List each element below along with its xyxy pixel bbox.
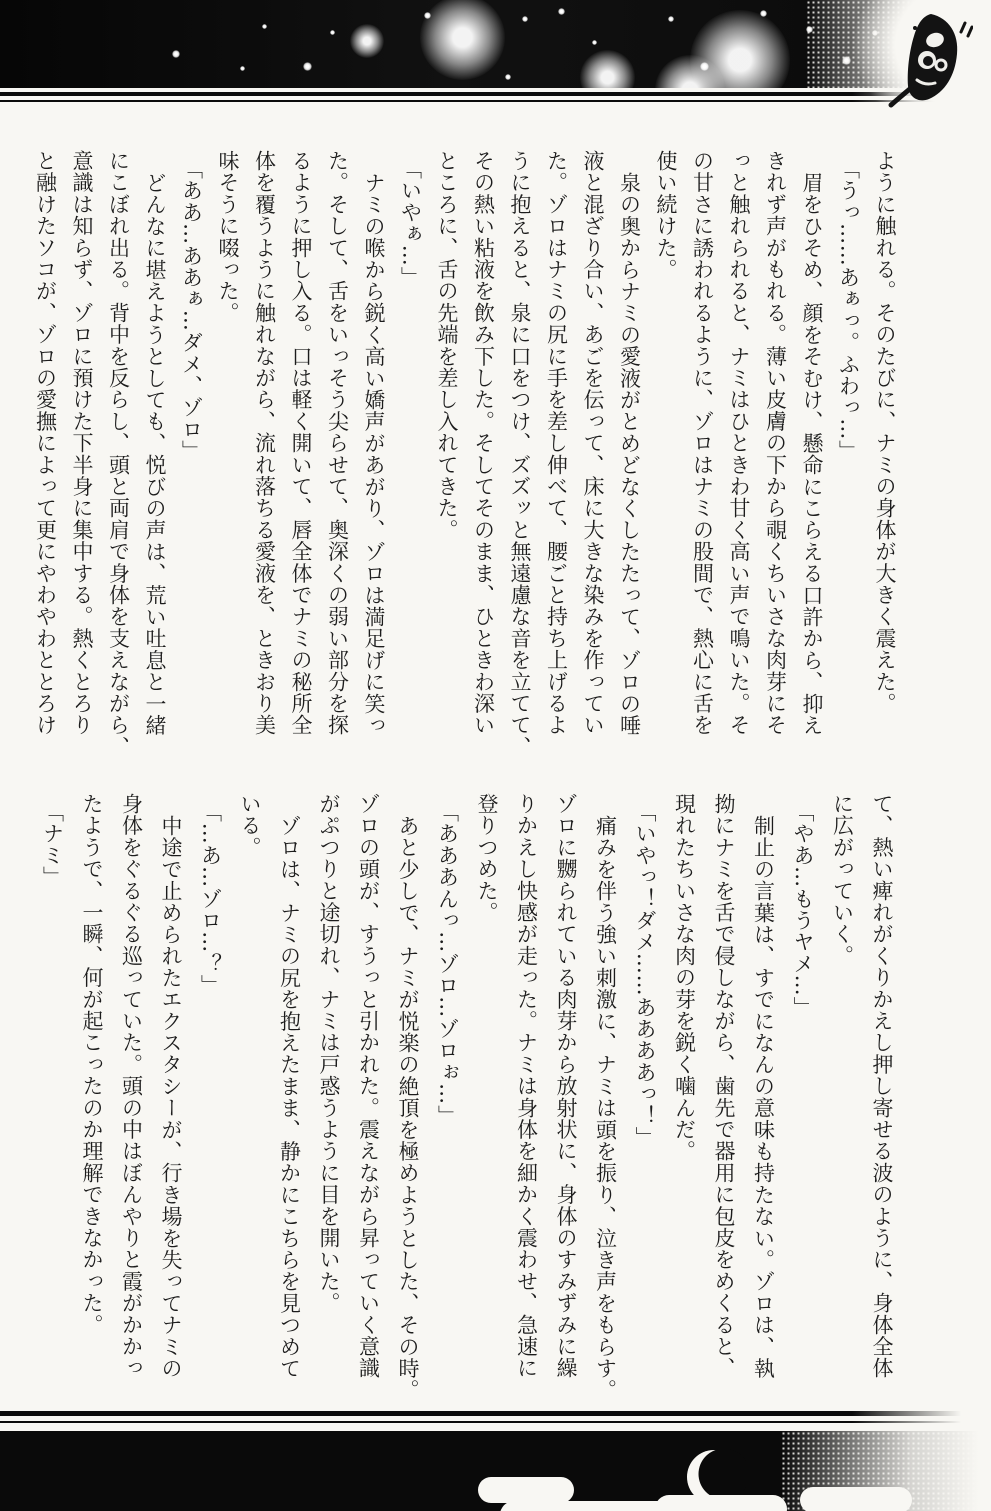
upper-text-block xyxy=(27,150,903,758)
footer-night-band xyxy=(0,1431,991,1511)
sparkle-icon xyxy=(558,8,565,15)
text-column: 制止の言葉は、すでになんの意味も持たない。ゾロは、執 xyxy=(751,814,776,1379)
halftone-fade xyxy=(781,1431,991,1511)
cloud-icon xyxy=(500,1501,675,1511)
text-column: いる。 xyxy=(238,793,262,859)
text-column: 「うっ……あぁっ。ふわっ…」 xyxy=(836,158,861,462)
text-column: がぷつりと途切れ、ナミは戸惑うように目を開いた。 xyxy=(317,793,341,1314)
sparkle-icon xyxy=(522,16,528,22)
text-column: 使い続けた。 xyxy=(654,150,678,281)
text-column: りかえし快感が走った。ナミは身体を細かく震わせ、急速に xyxy=(514,793,539,1379)
text-column: ように触れる。そのたびに、ナミの身体が大きく震えた。 xyxy=(873,150,897,715)
text-column: 体を覆うように触れながら、流れ落ちる愛液を、ときおり美 xyxy=(252,150,277,736)
text-column: るように押し入る。口は軽く開いて、唇全体でナミの秘所全 xyxy=(289,150,313,736)
text-column: 身体をぐるぐる巡っていた。頭の中はぼんやりと霞がかかっ xyxy=(119,793,144,1379)
text-column: 「やあ…もうヤメ…」 xyxy=(791,801,815,1018)
sparkle-icon xyxy=(424,12,431,19)
text-column: た。そして、舌をいっそう尖らせて、奥深くの弱い部分を探 xyxy=(325,150,350,736)
text-column: 液と混ざり合い、あごを伝って、床に大きな染みを作ってい xyxy=(581,150,605,736)
text-column: た。ゾロはナミの尻に手を差し伸べて、腰ごと持ち上げるよ xyxy=(544,150,569,736)
text-column: ゾロは、ナミの尻を抱えたまま、静かにこちらを見つめて xyxy=(277,814,302,1379)
text-column: 泉の奥からナミの愛液がとめどなくしたたって、ゾロの唾 xyxy=(617,171,642,736)
text-column: 「いやっ！ダメ……ああああっ！」 xyxy=(633,801,657,1149)
text-column: て、熱い痺れがくりかえし押し寄せる波のように、身体全体 xyxy=(870,793,894,1379)
text-column: 「あああんっ…ゾロ…ゾロぉ…」 xyxy=(435,801,460,1127)
text-column: ゾロの頭が、すうっと引かれた。震えながら昇っていく意識 xyxy=(356,793,381,1379)
text-column: うに抱えると、泉に口をつけ、ズズッと無遠慮な音を立てて、 xyxy=(508,150,532,758)
text-column: 登りつめた。 xyxy=(475,793,499,924)
sparkle-icon xyxy=(505,74,511,80)
text-column: 「ああ…ああぁ…ダメ、ゾロ」 xyxy=(179,158,204,462)
text-column: と融けたソコが、ゾロの愛撫によって更にやわやわととろけ xyxy=(33,150,58,736)
text-column: にこぼれ出る。背中を反らし、頭と両肩で身体を支えながら、 xyxy=(106,150,131,758)
sparkle-glow-icon xyxy=(350,24,384,58)
sparkle-glow-icon xyxy=(580,50,635,88)
text-column: っと触れられると、ナミはひときわ甘く高い声で鳴いた。そ xyxy=(727,150,751,736)
text-column: 拗にナミを舌で侵しながら、歯先で器用に包皮をめくると、 xyxy=(712,793,736,1379)
text-column: 「…あ…ゾロ…？」 xyxy=(198,801,223,997)
cloud-icon xyxy=(655,1495,787,1511)
text-column: 「いやぁ…」 xyxy=(398,158,423,289)
sparkle-icon xyxy=(240,66,245,71)
sparkle-icon xyxy=(760,10,767,17)
sparkle-icon xyxy=(303,62,312,71)
text-column: 眉をひそめ、顔をそむけ、懸命にこらえる口許から、抑え xyxy=(800,171,824,736)
text-column: ナミの喉から鋭く高い嬌声があがり、ゾロは満足げに笑っ xyxy=(362,171,386,736)
separator-rule xyxy=(0,1421,991,1423)
text-column: その熱い粘液を飲み下した。そしてそのまま、ひときわ深い xyxy=(471,150,496,736)
text-column: 味そうに啜った。 xyxy=(216,150,240,324)
text-column: ゾロに嬲られている肉芽から放射状に、身体のすみずみに繰 xyxy=(554,793,578,1379)
sparkle-icon xyxy=(262,24,267,29)
text-column: あと少しで、ナミが悦楽の絶頂を極めようとした、その時。 xyxy=(396,814,420,1401)
text-column: ところに、舌の先端を差し入れてきた。 xyxy=(435,150,459,541)
text-column: どんなに堪えようとしても、悦びの声は、荒い吐息と一緒 xyxy=(143,171,167,736)
text-column: 中途で止められたエクスタシーが、行き場を失ってナミの xyxy=(159,814,183,1379)
lower-text-block xyxy=(32,793,901,1401)
sparkle-glow-icon xyxy=(420,0,505,80)
text-column: たようで、一瞬、何が起こったのか理解できなかった。 xyxy=(80,793,104,1336)
sparkle-icon xyxy=(700,62,709,71)
sparkle-icon xyxy=(668,16,674,22)
text-column: きれず声がもれる。薄い皮膚の下から覗くちいさな肉芽にそ xyxy=(763,150,788,736)
separator-rule xyxy=(0,1411,991,1416)
text-column: 意識は知らず、ゾロに預けた下半身に集中する。熱くとろり xyxy=(70,150,94,736)
sparkle-icon xyxy=(172,50,180,58)
text-column: 現れたちいさな肉の芽を鋭く噛んだ。 xyxy=(672,793,697,1162)
sparkle-icon xyxy=(330,30,335,35)
corner-face-graphic xyxy=(881,8,973,110)
cloud-icon xyxy=(478,1477,574,1503)
text-column: に広がっていく。 xyxy=(830,793,855,967)
text-column: 痛みを伴う強い刺激に、ナミは頭を振り、泣き声をもらす。 xyxy=(593,814,618,1401)
sparkle-icon xyxy=(592,40,597,45)
text-column: の甘さに誘われるように、ゾロはナミの股間で、熱心に舌を xyxy=(690,150,715,736)
text-column: 「ナミ」 xyxy=(40,801,65,888)
